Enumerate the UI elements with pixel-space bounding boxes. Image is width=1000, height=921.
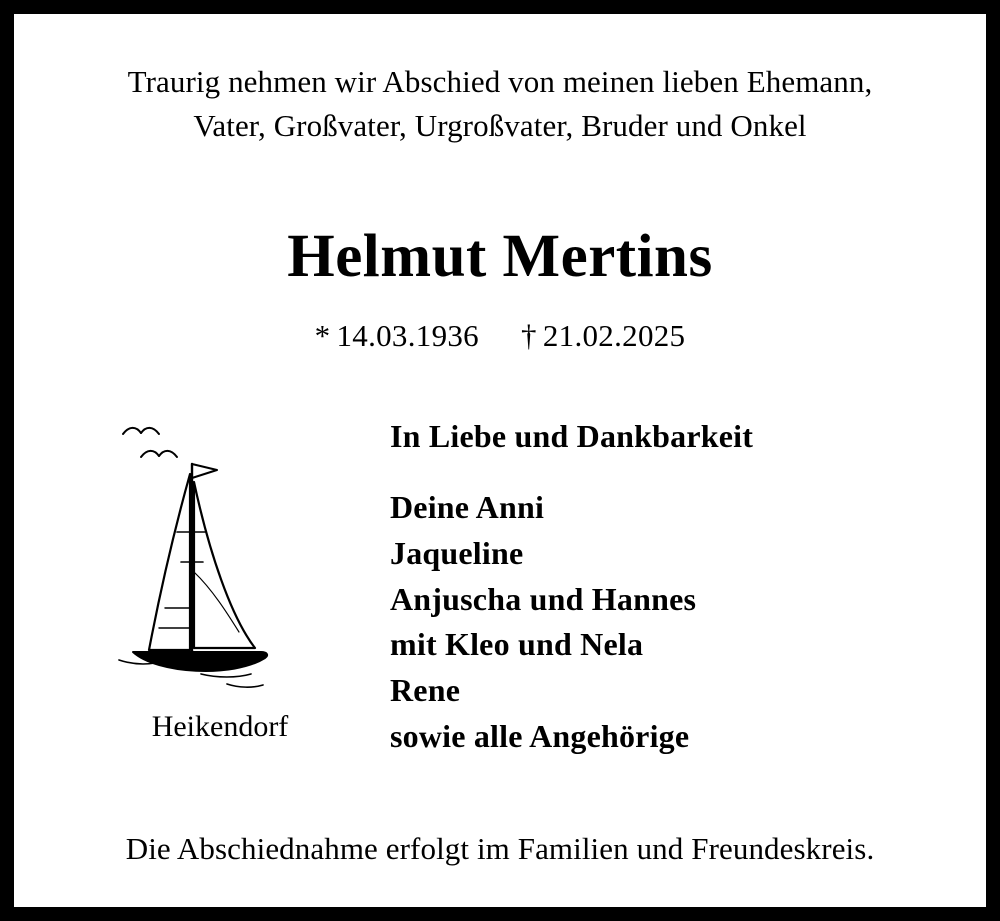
intro-line-2: Vater, Großvater, Urgroßvater, Bruder und Onkel: [193, 108, 807, 144]
intro-text: [50, 60, 950, 148]
mourner-line: Jaqueline: [390, 534, 524, 571]
mourners-column: [390, 412, 950, 760]
cross-symbol-icon: †: [521, 318, 537, 354]
deceased-name: Helmut Mertins: [287, 223, 713, 291]
mourner-line: Deine Anni: [390, 489, 545, 526]
mourner-line: mit Kleo und Nela: [390, 626, 644, 663]
birth-date: 14.03.1936: [336, 318, 479, 354]
illustration-column: [50, 412, 390, 744]
body-row: [50, 412, 950, 760]
mourner-line: sowie alle Angehörige: [390, 717, 690, 754]
footer-note: Die Abschiednahme erfolgt im Familien und Freundeskreis.: [125, 831, 875, 866]
obituary-inner-frame: [14, 14, 986, 907]
birth-symbol-icon: *: [314, 318, 331, 354]
death-date-group: [521, 318, 685, 353]
place-name: Heikendorf: [151, 710, 289, 744]
death-date: 21.02.2025: [542, 318, 686, 354]
mourner-line: Anjuscha und Hannes: [390, 580, 697, 617]
birth-date-group: [315, 318, 487, 353]
intro-line-1: Traurig nehmen wir Abschied von meinen lieben Ehemann,: [127, 64, 873, 99]
life-dates: [50, 318, 950, 354]
mourner-line: Rene: [390, 672, 461, 709]
dedication-text: In Liebe und Dankbarkeit: [390, 418, 754, 455]
sailboat-icon: [105, 412, 335, 702]
